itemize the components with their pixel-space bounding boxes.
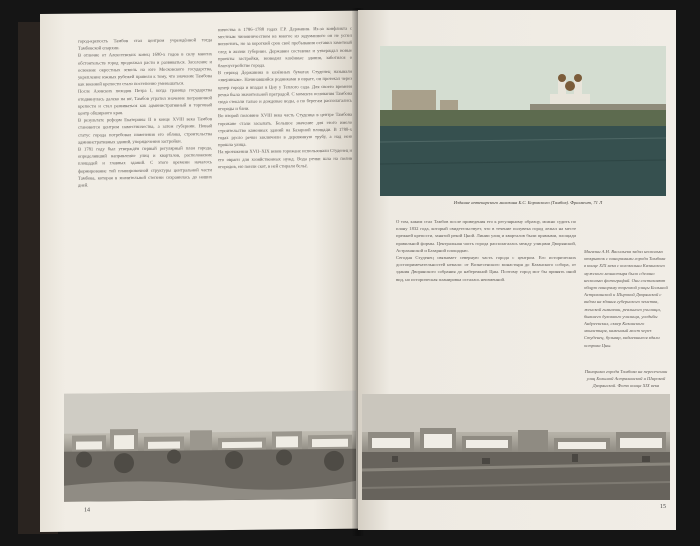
- right-page-number: 15: [660, 504, 666, 510]
- left-page: [40, 11, 358, 532]
- panorama-caption: Панорама города Тамбова на пересечении улиц Большой Астраханской и Широкой Дворянской. Фото конца XIX века: [584, 369, 668, 389]
- open-book: [18, 8, 686, 536]
- right-page: [358, 10, 676, 530]
- right-page-side-note: Магазин А.Н. Васильева задал несколько открыток с панорамами города Тамбова в конце XIX века с колокольни Казанского мужского монастыря было сделано несколько фотографий. Они составляют общую панораму торговой улицы Большой Астраханской и Широкой Дворянской с видом на здания губернского земства, женской гимназии, реального училища, бывшего духовного училища, усадьбы Андреевских, сквер Казанского монастыря, каменный мост через Студенец, бульвар, видневшиеся вдали острова Цны.: [584, 249, 668, 348]
- city-view-postcard: [380, 46, 666, 196]
- left-page-column-1: город-крепость Тамбов стал центром учреждённой тогда Тамбовской епархии. В отличие от Алексеевских конец 1690-х годов в силу многих обстоятельств город продолжал расти и развиваться. Заселение и освоение окрестных земель на юге Московского государства, укрепление южных рубежей привели к тому, что значение Тамбова как военной крепости стало постепенно уменьшаться. После Азовских походов Петра I, когда граница государства отодвинулась далеко на юг, Тамбов утратил значение пограничной крепости и стал развиваться как административный и торговый центр обширного края. В результате реформ Екатерины II в конце XVIII века Тамбов становится центром наместничества, а затем губернии. Новый статус города потребовал изменения его облика, строительства административных зданий, упорядочения застройки. В 1781 году был утверждён первый регулярный план города, определивший направление улиц и кварталов, расположение площадей и главных зданий. С этого времени началось формирование той планировочной структуры центральной части Тамбова, которая в значительной степени сохранилась до наших дней.: [78, 37, 212, 188]
- right-page-main-text: О том, каким стал Тамбов после приведения его к регулярному образцу, можно судить по плану 1832 года, который свидетельствует, что в течение полувека город лежал на месте прежней крепости, занятой рекой Цной. Линии улиц и кварталов были прямыми, площади правильной формы. Центральная часть города располагалась между улицами Дворянской, Астраханской и Базарной площадью. Сегодня Студенец связывает северную часть города с центром. Его исторических достопримечательностей немало: от Вознесенского монастыря до Казанского собора, от здания Дворянского собрания до набережной Цны. Поэтому город мог бы принять иной вид, но историческая планировка осталась неизменной.: [396, 219, 576, 282]
- panorama-photo-right: [362, 394, 670, 500]
- left-page-number: 14: [84, 507, 90, 514]
- panorama-photo-left: [64, 391, 356, 502]
- left-page-column-2: ничества в 1786–1788 годах Г.Р. Державин. Из-за конфликта с местным чиновничеством на многое из задуманного он не успел воплотить, но за короткий срок своё пребывания оставил заметный след в жизни губернии. Державин составлял и утверждал новые проекты застройки, возводил казённые здания, заботился о благоустройстве города. В период Державина в казённых бумагах Студенец называли «звериным». Начинавшийся родниками в овраге, он протекал через центр города и впадал в Цну у Теплого сада. Для своего времени речка была значительной преградой. С момента основания Тамбова сюда стекали талые и дождевые воды, а по берегам располагались огороды и бани. Во второй половине XVIII века часть Студенца в центре Тамбова горожане стали засыпать. Большое значение для этого имело строительство каменных зданий на Базарной площади. В 1780-х годах русло речки заключили в деревянную трубу, а над нею прошла улица. На протяжении XVII–XIX веков горожане использовали Студенец и его овраги для хозяйственных нужд. Вода речки шла на полив огородов, ею поили скот, в ней стирали бельё.: [218, 25, 352, 169]
- postcard-caption: Издание аптекарского магазина Б.С. Боровского (Тамбов). Фрагмент, 71 Л: [453, 200, 603, 205]
